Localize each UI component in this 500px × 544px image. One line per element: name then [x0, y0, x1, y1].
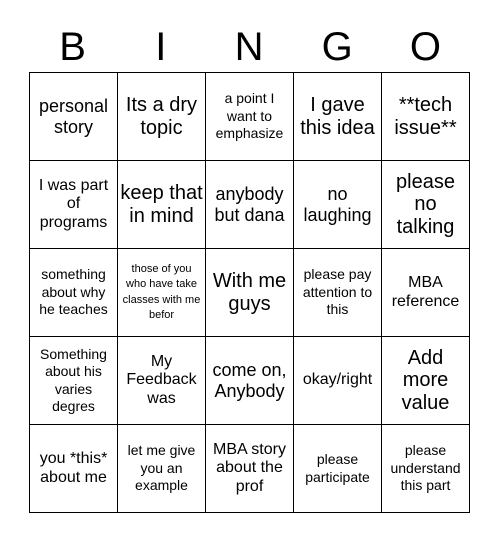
cell-text: no laughing [303, 184, 372, 225]
cell-text: Add more value [401, 346, 450, 414]
bingo-cell[interactable] [206, 161, 294, 249]
bingo-cell[interactable] [118, 337, 206, 425]
bingo-cell[interactable] [206, 425, 294, 513]
bingo-cell[interactable] [118, 249, 206, 337]
cell-text: let me give you an example [127, 442, 196, 494]
cell-text: Its a dry topic [125, 94, 198, 139]
bingo-cell[interactable] [30, 161, 118, 249]
bingo-cell[interactable] [30, 249, 118, 337]
cell-text: you *this* about me [39, 450, 108, 486]
bingo-cell[interactable] [206, 73, 294, 161]
header-letter-g: G [321, 25, 354, 69]
bingo-cell[interactable] [294, 425, 382, 513]
cell-text: My Feedback was [126, 352, 197, 407]
cell-text: I gave this idea [300, 94, 375, 139]
bingo-cell[interactable] [294, 337, 382, 425]
cell-text: a point I want to emphasize [215, 90, 284, 142]
bingo-cell[interactable] [294, 161, 382, 249]
bingo-cell[interactable] [382, 249, 470, 337]
bingo-cell[interactable] [382, 73, 470, 161]
header-letter-n: N [234, 25, 265, 69]
bingo-cell[interactable] [118, 425, 206, 513]
bingo-cell[interactable] [118, 161, 206, 249]
cell-text: **tech issue** [394, 94, 457, 139]
bingo-cell[interactable] [30, 73, 118, 161]
cell-text: please participate [305, 451, 370, 485]
bingo-grid [29, 72, 470, 513]
bingo-cell[interactable] [382, 161, 470, 249]
bingo-cell[interactable] [294, 73, 382, 161]
cell-text: MBA story about the prof [213, 440, 286, 495]
cell-text: MBA reference [391, 274, 460, 310]
header-letter-i: I [155, 25, 168, 69]
bingo-header [29, 22, 470, 72]
cell-text: come on, Anybody [212, 360, 287, 401]
cell-text: personal story [38, 96, 109, 137]
bingo-cell[interactable] [206, 249, 294, 337]
bingo-cell[interactable] [382, 337, 470, 425]
bingo-cell[interactable] [30, 337, 118, 425]
header-letter-b: B [59, 25, 87, 69]
cell-text: I was part of programs [38, 176, 109, 231]
cell-text: anybody but dana [214, 184, 285, 225]
bingo-cell[interactable] [118, 73, 206, 161]
bingo-cell[interactable] [382, 425, 470, 513]
cell-text: please understand this part [390, 442, 461, 494]
cell-text: something about why he teaches [39, 266, 108, 318]
bingo-cell[interactable] [294, 249, 382, 337]
cell-text: those of you who have take classes with me befor [122, 263, 201, 321]
header-letter-o: O [409, 25, 442, 69]
bingo-cell[interactable] [206, 337, 294, 425]
cell-text: Something about his varies degres [40, 345, 107, 414]
bingo-cell[interactable] [30, 425, 118, 513]
cell-text: okay/right [302, 371, 373, 389]
cell-text: keep that in mind [120, 182, 203, 227]
cell-text: please pay attention to this [302, 266, 373, 318]
cell-text: please no talking [396, 170, 455, 238]
cell-text: With me guys [212, 270, 287, 315]
